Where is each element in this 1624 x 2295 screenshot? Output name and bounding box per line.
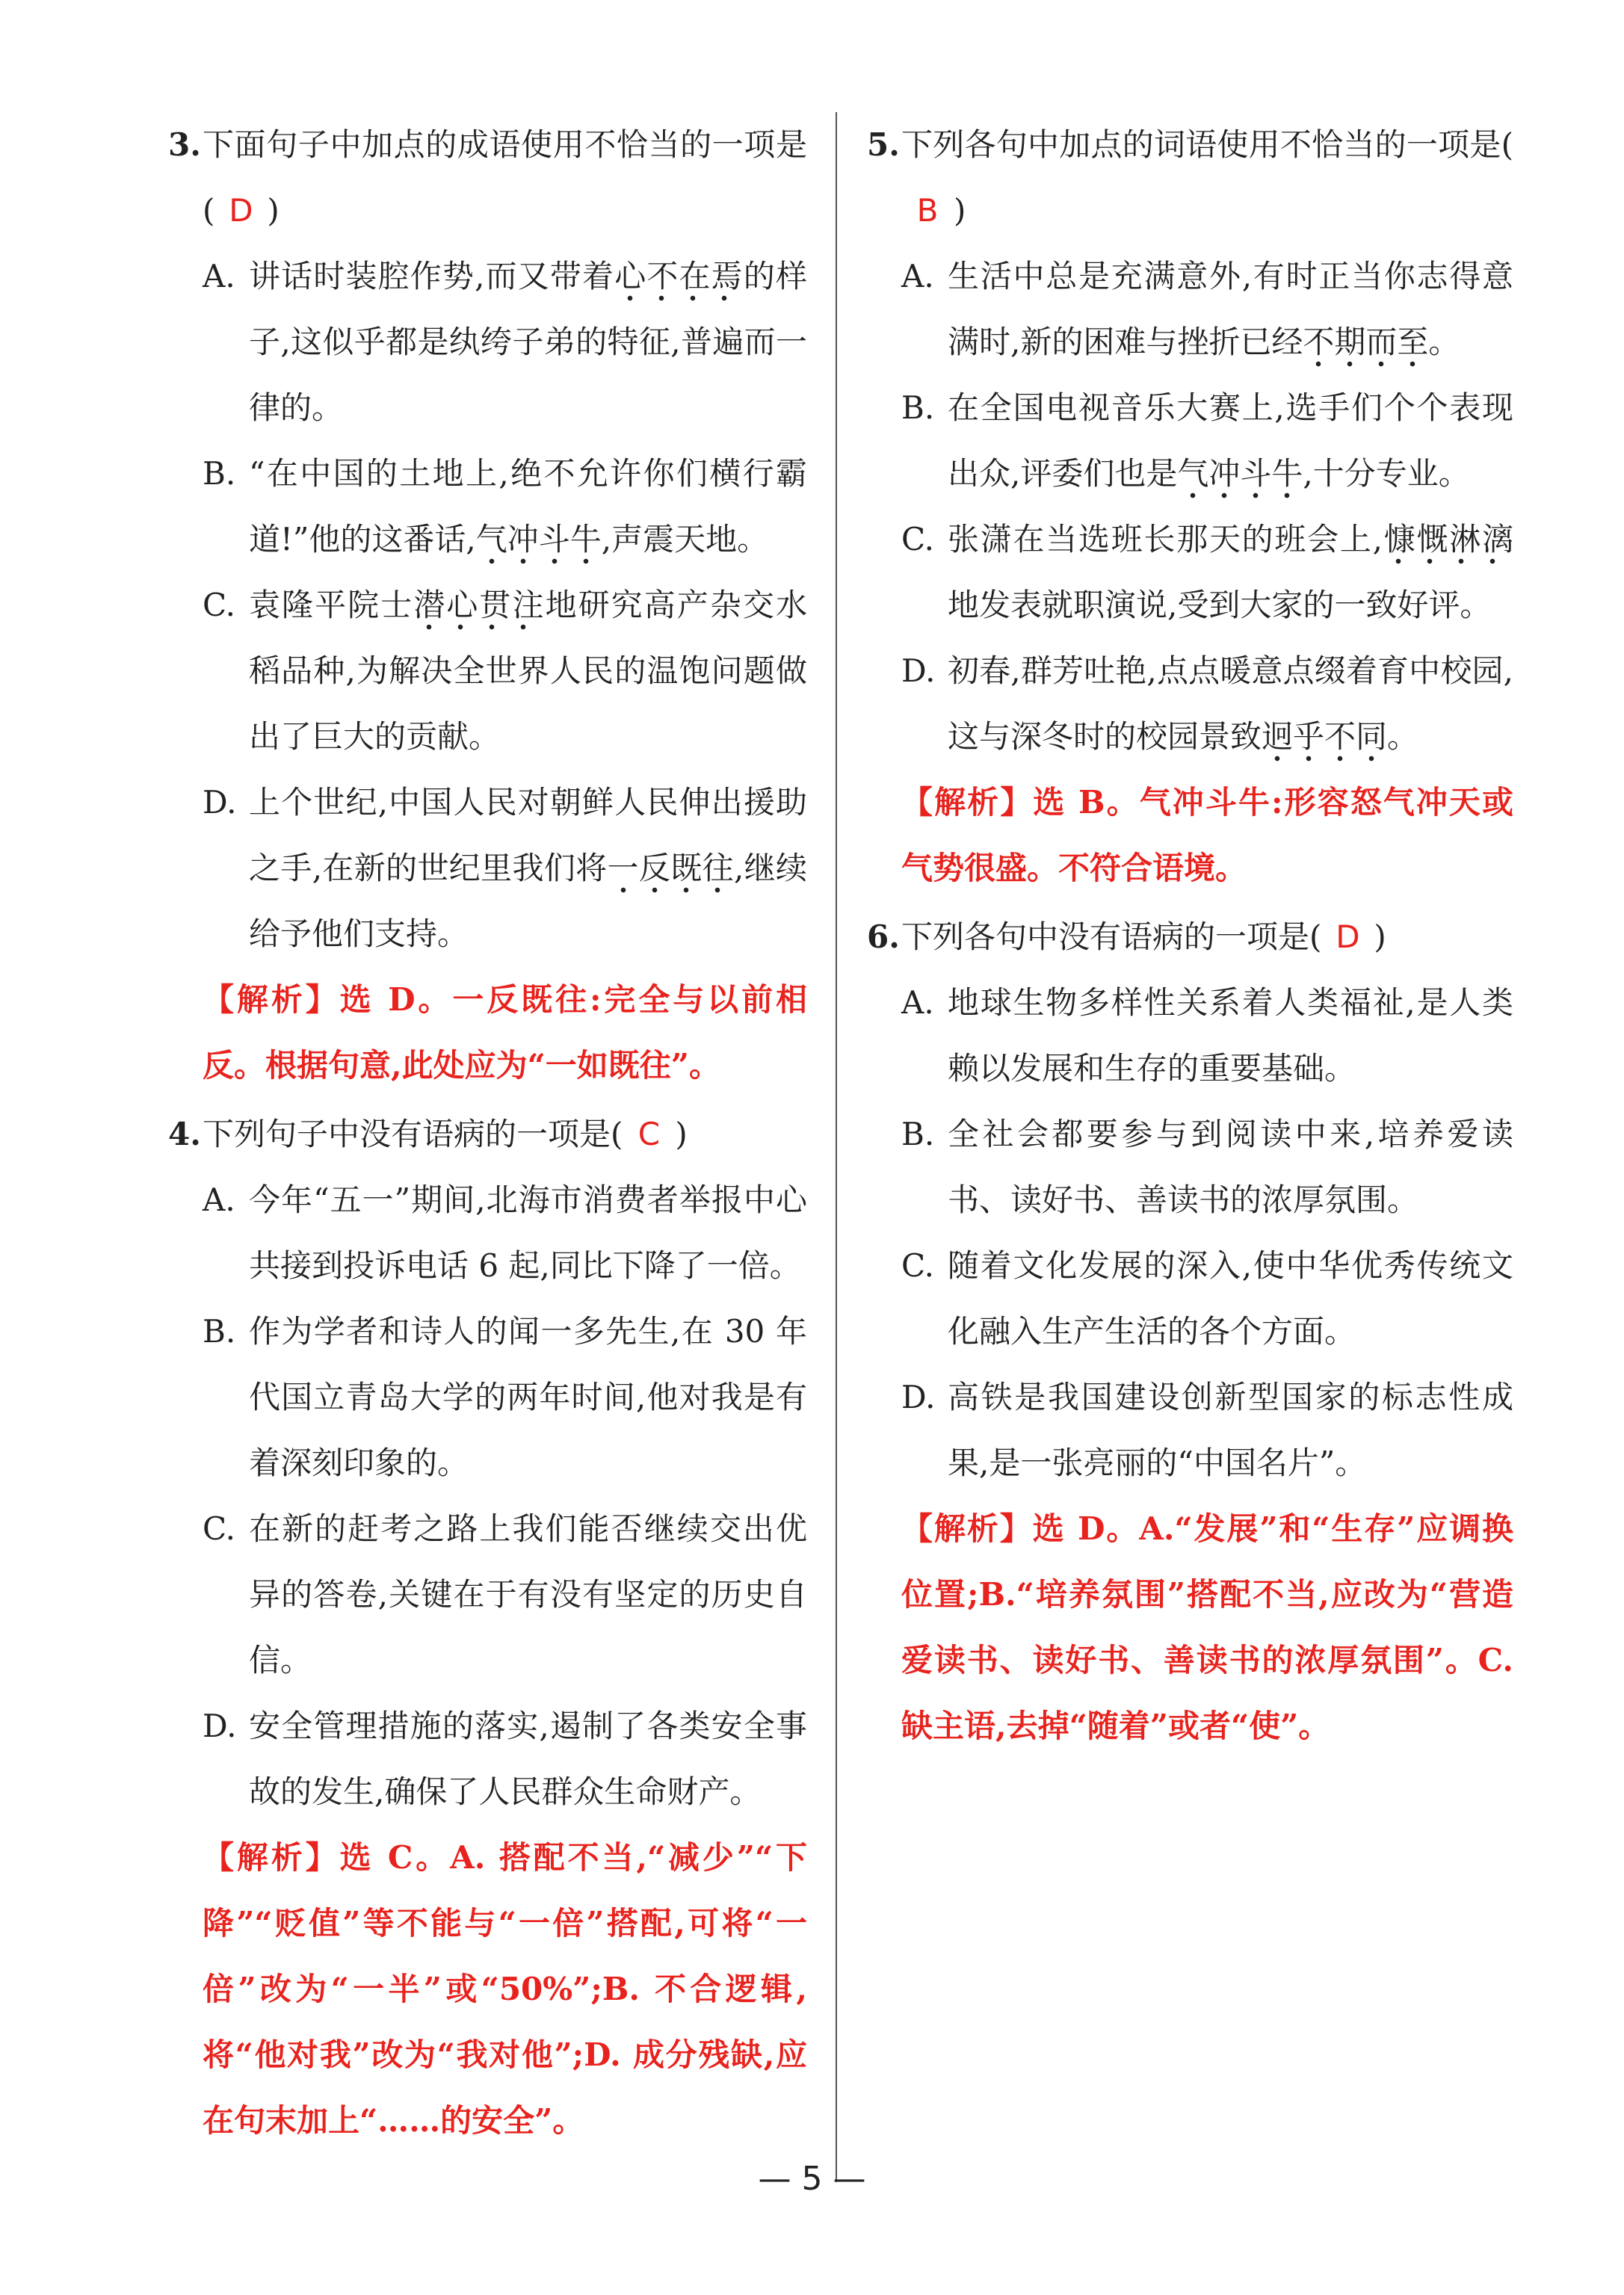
option-label: A. <box>203 1182 235 1218</box>
option-label: D. <box>901 1379 936 1415</box>
question-text-end: ) <box>1374 918 1386 955</box>
question-text: 下面句子中加点的成语使用不恰当的一项是( <box>203 126 807 229</box>
option-text: 初春,群芳吐艳,点点暖意点缀着育中校园,这与深冬时的校园景致 <box>948 652 1513 755</box>
question-5 <box>867 112 1513 901</box>
option-b <box>168 441 807 572</box>
option-label: A. <box>901 258 934 294</box>
option-b <box>867 375 1513 507</box>
option-c <box>867 1233 1513 1365</box>
dotted-idiom: 气冲斗牛 <box>476 521 602 565</box>
option-text: 上个世纪,中国人民对朝鲜人民伸出援助之手,在新的世纪里我们将 <box>249 784 807 886</box>
question-number: 5. <box>867 126 900 163</box>
option-c <box>168 1496 807 1693</box>
analysis-text: 选 C。A. 搭配不当,“减少”“下降”“贬值”等不能与“一倍”搭配,可将“一倍”改为“一半”或“50%”;B. 不合逻辑,将“他对我”改为“我对他”;D. 成分残缺,应在句末加上“……的安全”。 <box>203 1839 807 2139</box>
option-d <box>867 638 1513 770</box>
option-label: B. <box>901 389 935 426</box>
analysis <box>168 967 807 1099</box>
right-column <box>867 112 1513 1762</box>
dotted-idiom: 潜心贯注 <box>413 587 545 631</box>
option-text: 地研究高产杂交水稻品种,为解决全世界人民的温饱问题做出了巨大的贡献。 <box>249 587 807 755</box>
answer-mark: C <box>637 1116 661 1152</box>
question-text-end: ) <box>954 192 966 229</box>
question-6 <box>867 904 1513 1759</box>
question-number: 6. <box>867 918 900 955</box>
option-text: ,声震天地。 <box>601 521 769 557</box>
question-text: 下列各句中加点的词语使用不恰当的一项是( <box>901 126 1513 163</box>
option-text: 生活中总是充满意外,有时正当你志得意满时,新的困难与挫折已经 <box>948 258 1513 360</box>
question-3-stem <box>168 112 807 244</box>
option-label: D. <box>203 1708 237 1744</box>
option-label: B. <box>203 1313 236 1350</box>
option-label: C. <box>901 1247 934 1284</box>
option-text: 在新的赶考之路上我们能否继续交出优异的答卷,关键在于有没有坚定的历史自信。 <box>249 1510 807 1678</box>
option-text: 地球生物多样性关系着人类福祉,是人类赖以发展和生存的重要基础。 <box>948 984 1513 1087</box>
left-column <box>168 112 807 2157</box>
page-number: — 5 — <box>758 2160 866 2198</box>
analysis-text: 选 B。气冲斗牛:形容怒气冲天或气势很盛。不符合语境。 <box>901 784 1513 886</box>
option-b <box>867 1102 1513 1233</box>
dotted-idiom: 气冲斗牛 <box>1177 455 1303 499</box>
answer-mark: D <box>229 192 253 229</box>
option-c <box>867 507 1513 638</box>
option-label: D. <box>901 652 936 689</box>
option-label: B. <box>203 455 236 492</box>
option-text: 的样子,这似乎都是纨绔子弟的特征,普遍而一律的。 <box>249 258 807 426</box>
option-text: ,继续给予他们支持。 <box>249 850 807 952</box>
option-d <box>168 770 807 967</box>
option-label: C. <box>203 1510 235 1547</box>
option-b <box>168 1299 807 1496</box>
option-text: 作为学者和诗人的闻一多先生,在 30 年代国立青岛大学的两年时间,他对我是有着深刻印象的。 <box>249 1313 807 1481</box>
option-label: D. <box>203 784 237 821</box>
option-label: B. <box>901 1116 935 1152</box>
question-text-end: ) <box>675 1116 688 1152</box>
dotted-idiom: 一反既往 <box>608 850 734 894</box>
option-label: A. <box>203 258 235 294</box>
analysis-tag: 【解析】 <box>901 1510 1033 1547</box>
analysis-text: 选 D。一反既往:完全与以前相反。根据句意,此处应为“一如既往”。 <box>203 981 807 1084</box>
question-3 <box>168 112 807 1099</box>
analysis <box>867 1496 1513 1759</box>
option-a <box>168 244 807 441</box>
option-text: 高铁是我国建设创新型国家的标志性成果,是一张亮丽的“中国名片”。 <box>948 1379 1513 1481</box>
option-text: 今年“五一”期间,北海市消费者举报中心共接到投诉电话 6 起,同比下降了一倍。 <box>249 1182 807 1284</box>
option-text: ,十分专业。 <box>1303 455 1470 492</box>
option-d <box>867 1365 1513 1496</box>
option-text: 全社会都要参与到阅读中来,培养爱读书、读好书、善读书的浓厚氛围。 <box>948 1116 1513 1218</box>
question-text: 下列各句中没有语病的一项是( <box>901 918 1322 955</box>
option-label: A. <box>901 984 934 1021</box>
option-a <box>867 970 1513 1102</box>
analysis-tag: 【解析】 <box>203 1839 340 1876</box>
column-divider <box>836 112 837 2182</box>
analysis-text: 选 D。A.“发展”和“生存”应调换位置;B.“培养氛围”搭配不当,应改为“营造爱读书、读好书、善读书的浓厚氛围”。C. 缺主语,去掉“随着”或者“使”。 <box>901 1510 1513 1744</box>
option-a <box>168 1167 807 1299</box>
option-text: 地发表就职演说,受到大家的一致好评。 <box>948 587 1492 623</box>
analysis <box>168 1825 807 2154</box>
option-label: C. <box>901 521 934 557</box>
dotted-idiom: 心不在焉 <box>614 258 744 302</box>
option-text: 在全国电视音乐大赛上,选手们个个表现出众,评委们也是 <box>948 389 1513 492</box>
option-text: 袁隆平院士 <box>249 587 414 623</box>
option-text: 张潇在当选班长那天的班会上, <box>948 521 1383 557</box>
option-text: 讲话时装腔作势,而又带着 <box>249 258 615 294</box>
question-text-end: ) <box>267 192 280 229</box>
option-text: “在中国的土地上,绝不允许你们横行霸道!”他的这番话, <box>249 455 807 557</box>
analysis-tag: 【解析】 <box>203 981 340 1018</box>
question-4 <box>168 1102 807 2154</box>
option-text: 。 <box>1387 718 1419 755</box>
option-c <box>168 572 807 770</box>
dotted-idiom: 迥乎不同 <box>1262 718 1387 762</box>
question-number: 3. <box>168 126 201 163</box>
answer-mark: D <box>1336 918 1360 955</box>
option-text: 安全管理措施的落实,遏制了各类安全事故的发生,确保了人民群众生命财产。 <box>249 1708 807 1810</box>
option-text: 随着文化发展的深入,使中华优秀传统文化融入生产生活的各个方面。 <box>948 1247 1513 1350</box>
option-d <box>168 1693 807 1825</box>
question-5-stem <box>867 112 1513 244</box>
option-text: 。 <box>1428 324 1460 360</box>
dotted-idiom: 慷慨淋漓 <box>1383 521 1513 565</box>
option-label: C. <box>203 587 235 623</box>
answer-mark: B <box>916 192 939 229</box>
analysis-tag: 【解析】 <box>901 784 1034 821</box>
option-a <box>867 244 1513 375</box>
question-4-stem <box>168 1102 807 1167</box>
question-6-stem <box>867 904 1513 970</box>
dotted-idiom: 不期而至 <box>1303 324 1428 368</box>
question-number: 4. <box>168 1116 201 1152</box>
analysis <box>867 770 1513 901</box>
question-text: 下列句子中没有语病的一项是( <box>203 1116 623 1152</box>
